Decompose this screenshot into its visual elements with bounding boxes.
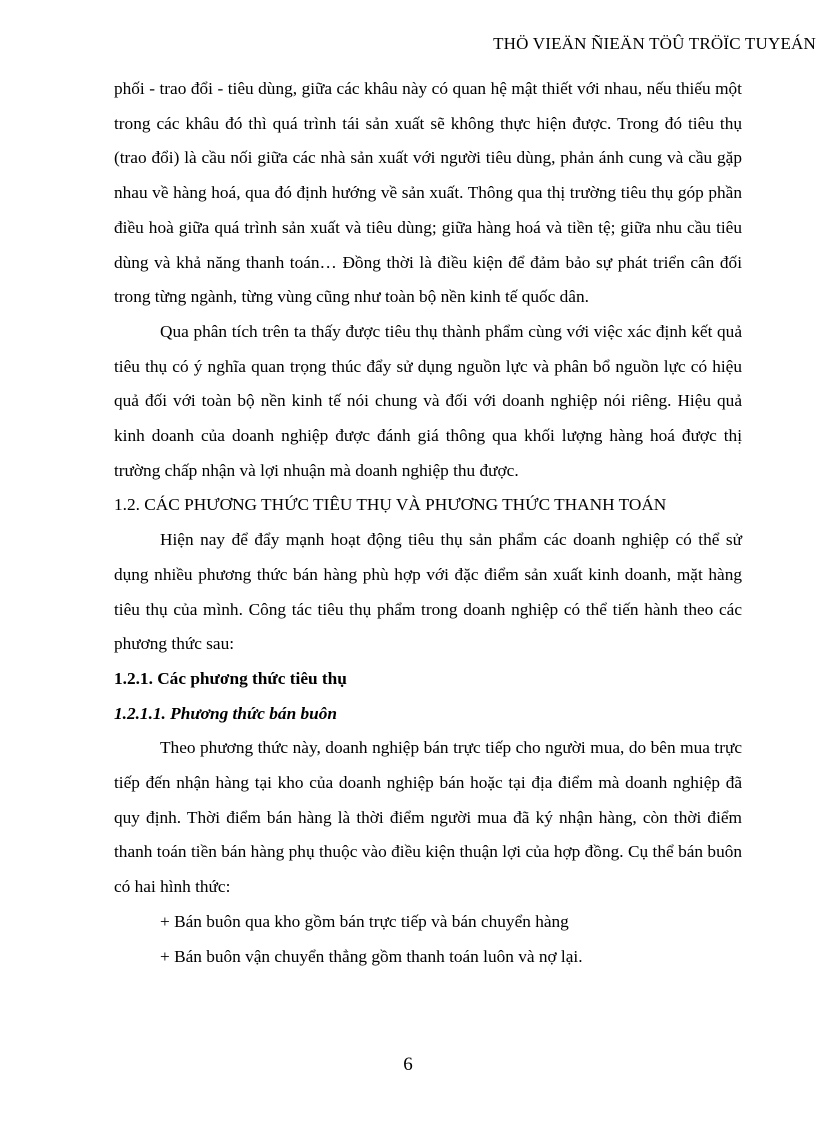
- subsection-heading: 1.2.1. Các phương thức tiêu thụ: [114, 668, 347, 688]
- paragraph: phối - trao đổi - tiêu dùng, giữa các khâu này có quan hệ mật thiết với nhau, nếu thiếu một trong các khâu đó thì quá trình tái sản xuất sẽ không thực hiện được. Trong đó tiêu thụ (trao đổi) là cầu nối giữa các nhà sản xuất với người tiêu dùng, phản ánh cung và cầu gặp nhau về hàng hoá, qua đó định hướng về sản xuất. Thông qua thị trường tiêu thụ góp phần điều hoà giữa quá trình sản xuất và tiêu dùng; giữa hàng hoá và tiền tệ; giữa nhu cầu tiêu dùng và khả năng thanh toán… Đồng thời là điều kiện để đảm bảo sự phát triển cân đối trong từng ngành, từng vùng cũng như toàn bộ nền kinh tế quốc dân.: [114, 79, 742, 307]
- section-heading: 1.2. CÁC PHƯƠNG THỨC TIÊU THỤ VÀ PHƯƠNG THỨC THANH TOÁN: [114, 495, 667, 515]
- subsubsection-heading: 1.2.1.1. Phương thức bán buôn: [114, 703, 338, 723]
- document-body: [114, 72, 742, 974]
- list-item: + Bán buôn vận chuyển thẳng gồm thanh toán luôn và nợ lại.: [160, 946, 583, 966]
- list-item: + Bán buôn qua kho gồm bán trực tiếp và bán chuyển hàng: [160, 911, 569, 931]
- paragraph: Theo phương thức này, doanh nghiệp bán trực tiếp cho người mua, do bên mua trực tiếp đến nhận hàng tại kho của doanh nghiệp bán hoặc tại địa điểm mà doanh nghiệp đã quy định. Thời điểm bán hàng là thời điểm người mua đã ký nhận hàng, còn thời điểm thanh toán tiền bán hàng phụ thuộc vào điều kiện thuận lợi của hợp đồng. Cụ thể bán buôn có hai hình thức:: [114, 738, 742, 897]
- page-header: THÖ VIEÄN ÑIEÄN TÖÛ TRÖÏC TUYEÁN: [493, 34, 816, 53]
- page-number: 6: [403, 1054, 413, 1075]
- paragraph: Qua phân tích trên ta thấy được tiêu thụ thành phẩm cùng với việc xác định kết quả tiêu thụ có ý nghĩa quan trọng thúc đẩy sử dụng nguồn lực và phân bổ nguồn lực có hiệu quả đối với toàn bộ nền kinh tế nói chung và đối với doanh nghiệp nói riêng. Hiệu quả kinh doanh của doanh nghiệp được đánh giá thông qua khối lượng hàng hoá được thị trường chấp nhận và lợi nhuận mà doanh nghiệp thu được.: [114, 321, 742, 480]
- paragraph: Hiện nay để đẩy mạnh hoạt động tiêu thụ sản phẩm các doanh nghiệp có thể sử dụng nhiều phương thức bán hàng phù hợp với đặc điểm sản xuất kinh doanh, mặt hàng tiêu thụ của mình. Công tác tiêu thụ phẩm trong doanh nghiệp có thể tiến hành theo các phương thức sau:: [114, 530, 742, 654]
